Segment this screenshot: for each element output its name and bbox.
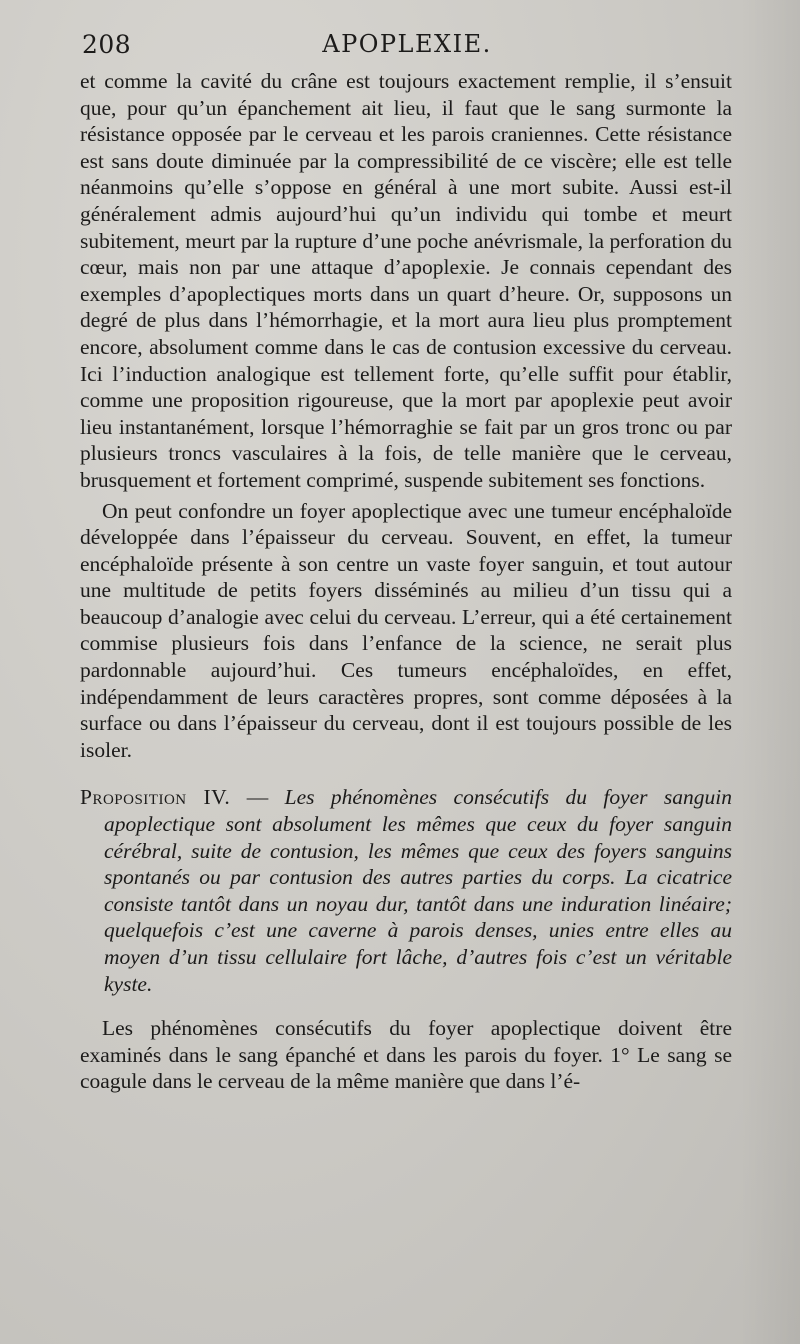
proposition-iv bbox=[80, 784, 732, 997]
running-title: APOPLEXIE. bbox=[322, 30, 492, 58]
proposition-text: Les phénomènes consécutifs du foyer sanguin apoplectique sont absolument les mêmes que ceux du foyer sanguin cérébral, suite de contusion, les mêmes que ceux des foyers sanguins spontanés ou par contusion des autres parties du corps. La cicatrice consiste tantôt dans un noyau dur, tantôt dans une induration linéaire; quelquefois c’est une caverne à parois denses, unies entre elles au moyen d’un tissu cellulaire fort lâche, d’autres fois c’est un véritable kyste. bbox=[104, 785, 733, 996]
paragraph-2: On peut confondre un foyer apoplectique avec une tumeur encéphaloïde développée dans l’épaisseur du cerveau. Souvent, en effet, la tumeur encéphaloïde présente à son centre un vaste foyer sanguin, et tout autour une multitude de petits foyers disséminés au milieu d’un tissu qui a beaucoup d’analogie avec celui du cerveau. L’erreur, qui a été certainement commise plusieurs fois dans l’enfance de la science, ne serait plus pardonnable aujourd’hui. Ces tumeurs encéphaloïdes, en effet, indépendamment de leurs caractères propres, sont comme déposées à la surface ou dans l’épaisseur du cerveau, dont il est toujours possible de les isoler. bbox=[80, 498, 732, 762]
page-edge-shadow bbox=[740, 0, 800, 1344]
paragraph-3: Les phénomènes consécutifs du foyer apoplectique doivent être examinés dans le sang épanché et dans les parois du foyer. 1° Le sang se coagule dans le cerveau de la même manière que dans l’é- bbox=[80, 1016, 732, 1094]
proposition-label: Proposition IV. bbox=[80, 785, 231, 810]
paragraph-1: et comme la cavité du crâne est toujours exactement remplie, il s’ensuit que, pour qu’un épanchement ait lieu, il faut que le sang surmonte la résistance opposée par le cerveau et les parois craniennes. Cette résistance est sans doute diminuée par la compressibilité de ce viscère; elle est telle néanmoins qu’elle s’oppose en général à une mort subite. Aussi est-il généralement admis aujourd’hui qu’un individu qui tombe et meurt subitement, meurt par la rupture d’une poche anévrismale, la perforation du cœur, mais non par une attaque d’apoplexie. Je connais cependant des exemples d’apoplectiques morts dans un quart d’heure. Or, supposons un degré de plus dans l’hémorrhagie, et la mort aura lieu plus promptement encore, absolument comme dans le cas de contusion excessive du cerveau. Ici l’induction analogique est tellement forte, qu’elle suffit pour établir, comme une proposition rigoureuse, que la mort par apoplexie peut avoir lieu instantanément, lorsque l’hémorraghie se fait par un gros tronc ou par plusieurs troncs vasculaires à la fois, de telle manière que le cerveau, brusquement et fortement comprimé, suspende subitement ses fonctions. bbox=[80, 69, 732, 492]
page-number: 208 bbox=[82, 30, 132, 59]
body-text bbox=[80, 68, 732, 1095]
running-head bbox=[82, 30, 732, 64]
proposition-dash: — bbox=[230, 785, 285, 810]
